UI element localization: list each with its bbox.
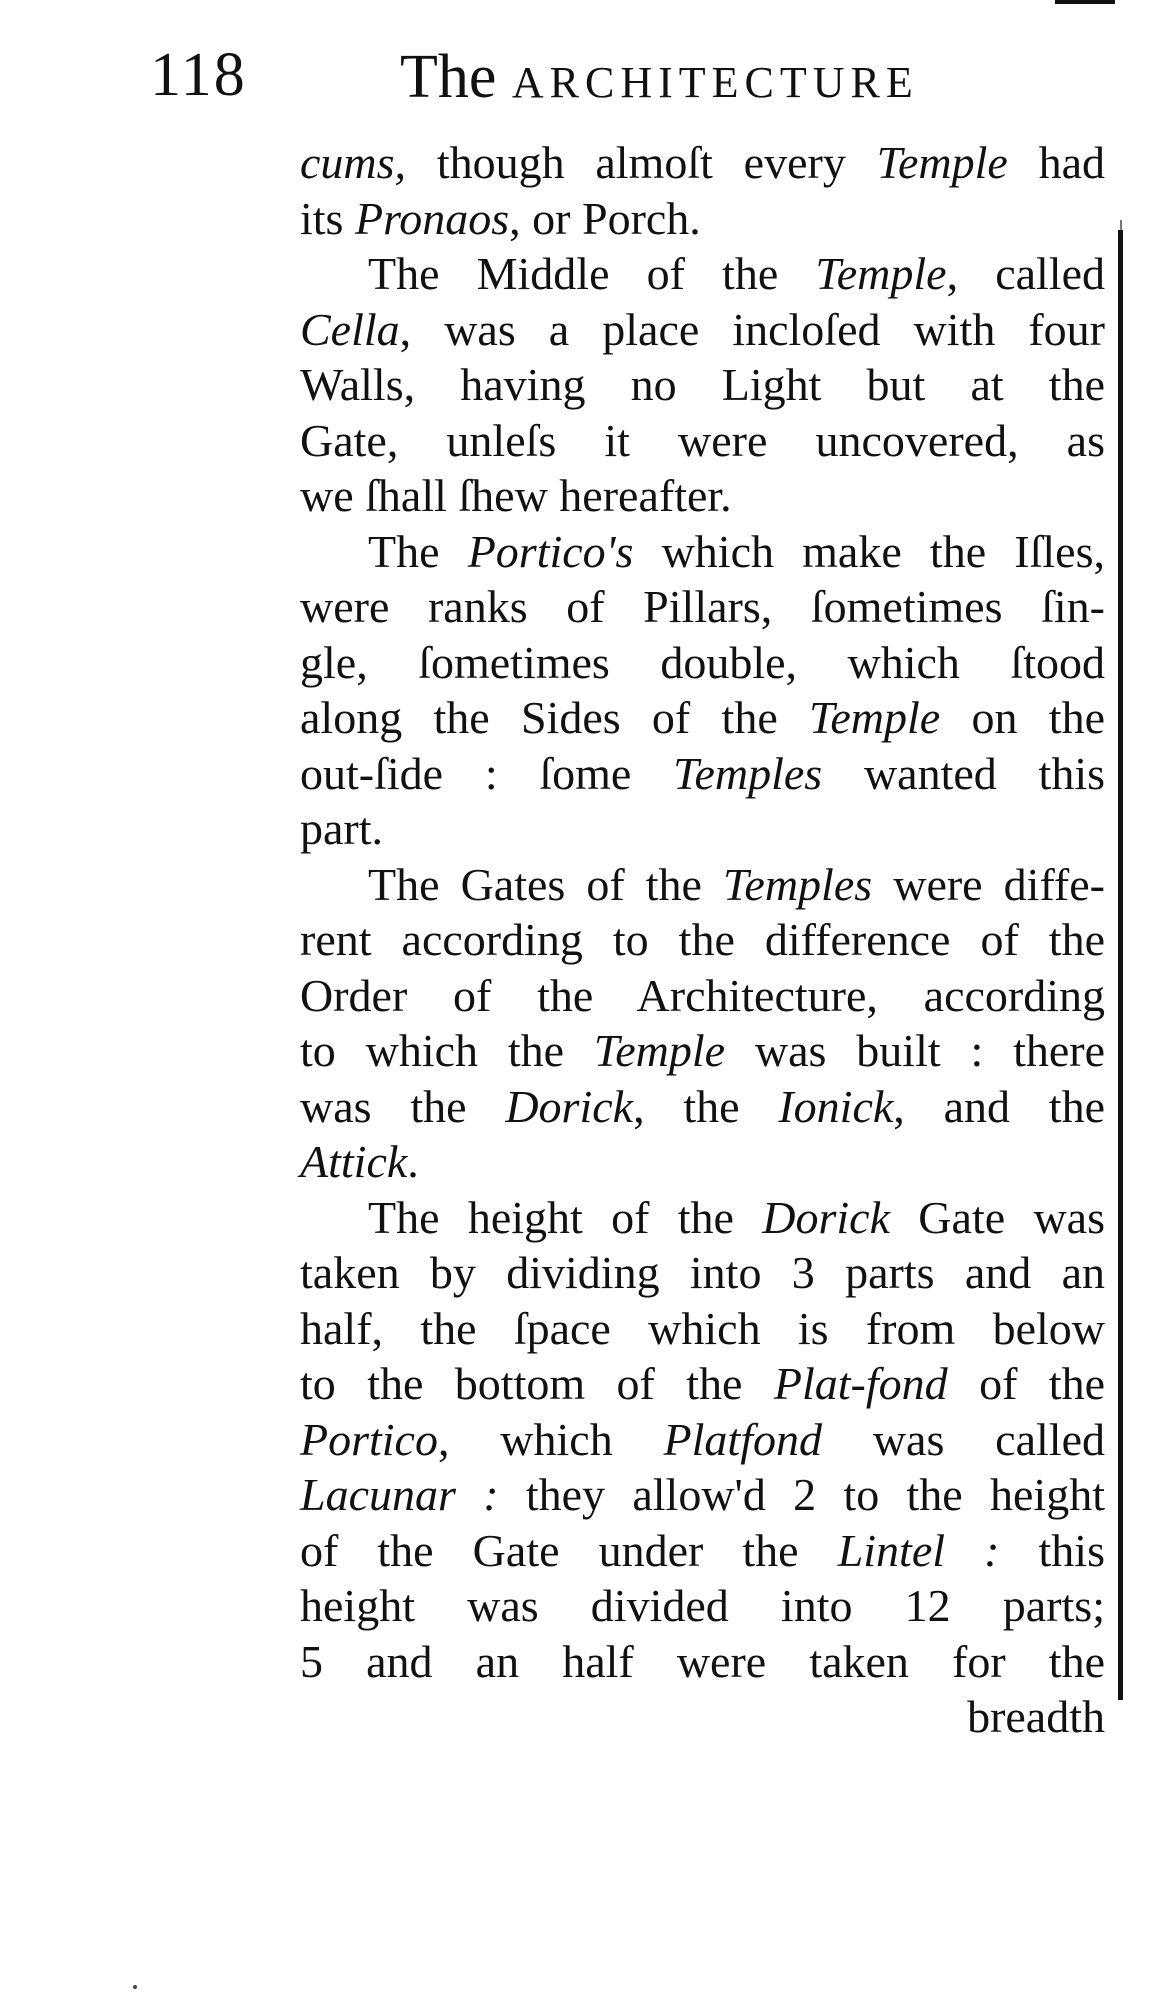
text-line: [300, 857, 1105, 913]
italic-run: Temple: [593, 1025, 726, 1076]
text-line: [300, 690, 1105, 746]
text-run: on the: [940, 692, 1106, 743]
italic-run: Temple: [815, 248, 947, 299]
text-line: [300, 1356, 1105, 1412]
text-line: [300, 524, 1105, 580]
italic-run: Portico: [300, 1413, 438, 1465]
text-run: , which: [437, 1413, 664, 1465]
text-run: The height of the: [368, 1191, 763, 1243]
italic-run: Cella: [300, 303, 400, 355]
text-line: [300, 635, 1105, 691]
text-line: [300, 579, 1105, 635]
text-line: [300, 1134, 1105, 1190]
text-run: of the Gate under the: [300, 1524, 838, 1576]
text-line: [300, 1023, 1105, 1079]
text-line: [300, 1190, 1105, 1246]
text-line: [300, 135, 1105, 191]
gutter-shadow: [1118, 230, 1123, 1700]
text-run: which make the Iſles,: [633, 525, 1105, 577]
text-line: [300, 1245, 1105, 1301]
text-run: part.: [300, 803, 384, 854]
text-run: 5 and an half were taken for the: [300, 1635, 1105, 1687]
text-line: [300, 1467, 1105, 1523]
text-run: half, the ſpace which is from below: [300, 1302, 1105, 1354]
italic-run: Attick: [300, 1136, 408, 1187]
text-line: [300, 1523, 1105, 1579]
top-edge-rule: [1055, 0, 1115, 4]
text-run: The: [368, 525, 468, 577]
running-title-caps: ARCHITECTURE: [511, 58, 919, 107]
text-line: [300, 1412, 1105, 1468]
italic-run: Platfond: [663, 1413, 822, 1465]
text-run: Gate was: [890, 1191, 1105, 1243]
text-line: [300, 302, 1105, 358]
stray-mark: [133, 1985, 137, 1989]
text-run: , called: [946, 248, 1106, 299]
text-run: was built : there: [725, 1025, 1105, 1076]
text-line: [300, 1301, 1105, 1357]
text-run: of the: [947, 1358, 1105, 1409]
text-line: [300, 246, 1105, 302]
text-run: height was divided into 12 parts;: [300, 1580, 1105, 1631]
text-line: [300, 191, 1105, 247]
italic-run: cums,: [300, 137, 407, 188]
text-run: , was a place incloſed with four: [399, 303, 1105, 355]
italic-run: Temples: [673, 747, 823, 799]
text-run: gle, ſometimes double, which ſtood: [300, 636, 1105, 688]
text-run: breadth: [967, 1691, 1105, 1742]
text-run: this: [999, 1524, 1105, 1576]
italic-run: Lintel :: [837, 1524, 1000, 1576]
text-run: was called: [822, 1413, 1105, 1465]
text-run: along the Sides of the: [300, 692, 810, 743]
italic-run: Lacunar :: [300, 1469, 499, 1520]
italic-run: Temples: [723, 858, 873, 910]
text-line: [300, 468, 1105, 524]
text-run: had: [1007, 137, 1105, 188]
text-run: they allow'd 2 to the height: [498, 1469, 1105, 1520]
body-text: [300, 135, 1105, 1745]
text-run: wanted this: [822, 747, 1105, 799]
text-run: rent according to the difference of the: [300, 914, 1105, 965]
running-title: [400, 42, 919, 113]
text-run: Order of the Architecture, according: [300, 969, 1105, 1021]
text-line: [300, 357, 1105, 413]
catchword: [300, 1689, 1105, 1745]
italic-run: Dorick: [762, 1191, 890, 1243]
text-run: Walls, having no Light but at the: [300, 359, 1105, 410]
text-run: its: [300, 192, 355, 244]
text-run: though almoſt every: [406, 137, 877, 188]
text-run: were diffe-: [872, 858, 1105, 910]
text-run: we ſhall ſhew hereafter.: [300, 470, 732, 521]
text-run: .: [407, 1136, 419, 1187]
text-run: Gate, unleſs it were uncovered, as: [300, 414, 1105, 466]
italic-run: Plat-fond: [773, 1358, 948, 1409]
text-run: was the: [300, 1080, 506, 1132]
text-run: , and the: [893, 1080, 1105, 1132]
text-run: The Middle of the: [368, 248, 816, 299]
text-run: The Gates of the: [368, 858, 724, 910]
running-title-prefix: The: [400, 43, 497, 111]
running-header: [150, 40, 1050, 130]
italic-run: Ionick: [778, 1080, 894, 1132]
italic-run: Temple: [809, 692, 941, 743]
text-run: , or Porch.: [509, 192, 701, 244]
italic-run: Portico's: [467, 525, 634, 577]
text-line: [300, 801, 1105, 857]
text-line: [300, 1634, 1105, 1690]
text-line: [300, 746, 1105, 802]
text-run: taken by dividing into 3 parts and an: [300, 1247, 1105, 1298]
text-line: [300, 1578, 1105, 1634]
text-run: , the: [633, 1080, 779, 1132]
text-line: [300, 413, 1105, 469]
italic-run: Dorick: [505, 1080, 634, 1132]
text-line: [300, 912, 1105, 968]
italic-run: Temple: [876, 137, 1008, 188]
text-run: out-ſide : ſome: [300, 747, 674, 799]
text-line: [300, 968, 1105, 1024]
text-run: to the bottom of the: [300, 1358, 774, 1409]
italic-run: Pronaos: [354, 192, 510, 244]
page-number: 118: [150, 41, 247, 109]
text-line: [300, 1079, 1105, 1135]
text-run: to which the: [300, 1025, 594, 1076]
text-run: were ranks of Pillars, ſometimes ſin-: [300, 581, 1105, 632]
